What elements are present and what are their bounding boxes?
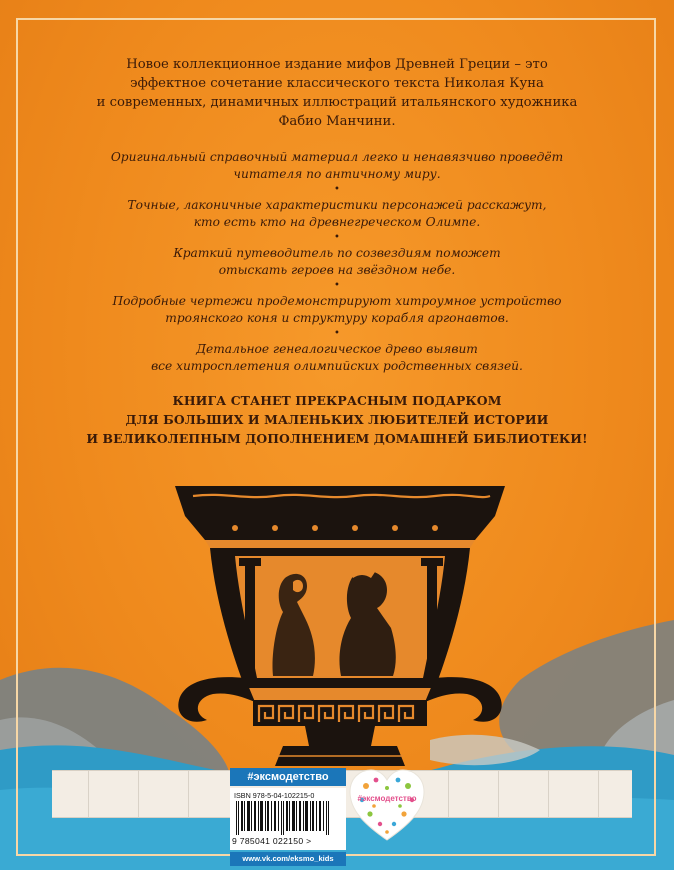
intro-line: Новое коллекционное издание мифов Древней Греции – это [126, 57, 548, 72]
feature-list [40, 149, 634, 375]
intro-line: Фабио Манчини. [278, 114, 396, 129]
barcode-box [230, 788, 346, 850]
intro-paragraph [40, 55, 634, 131]
barcode-icon [234, 801, 334, 835]
heart-badge-icon [346, 766, 428, 844]
isbn-text: ISBN 978-5-04-102215-0 [234, 791, 315, 800]
feature-item: Краткий путеводитель по созвездиям поможет отыскать героев на звёздном небе. [173, 246, 501, 277]
closing-statement: КНИГА СТАНЕТ ПРЕКРАСНЫМ ПОДАРКОМ ДЛЯ БОЛЬШИХ И МАЛЕНЬКИХ ЛЮБИТЕЛЕЙ ИСТОРИИ И ВЕЛИКОЛЕПНЫМ ДОПОЛНЕНИЕМ ДОМАШНЕЙ БИБЛИОТЕКИ! [86, 393, 588, 446]
hashtag-label[interactable]: #эксмодетство [230, 768, 346, 786]
intro-line: и современных, динамичных иллюстраций итальянского художника [96, 95, 578, 110]
vk-link[interactable]: www.vk.com/eksmo_kids [230, 852, 346, 866]
bullet-separator: • [334, 184, 340, 195]
feature-item: Оригинальный справочный материал легко и ненавязчиво проведёт читателя по античному миру. [110, 150, 564, 181]
feature-item: Подробные чертежи продемонстрируют хитроумное устройство троянского коня и структуру корабля аргонавтов. [112, 294, 562, 325]
description-block [40, 55, 634, 448]
barcode-number: 9 785041 022150 > [232, 836, 312, 846]
feature-item: Точные, лаконичные характеристики персонажей расскажут, кто есть кто на древнегреческом Олимпе. [127, 198, 547, 229]
greek-vase-illustration [165, 478, 515, 778]
bullet-separator: • [334, 328, 340, 339]
bullet-separator: • [334, 280, 340, 291]
feature-item: Детальное генеалогическое древо выявит все хитросплетения олимпийских родственных связей. [151, 342, 523, 373]
bullet-separator: • [334, 232, 340, 243]
heart-badge-text: #эксмодетство [357, 794, 417, 803]
intro-line: эффектное сочетание классического текста Николая Куна [130, 76, 544, 91]
